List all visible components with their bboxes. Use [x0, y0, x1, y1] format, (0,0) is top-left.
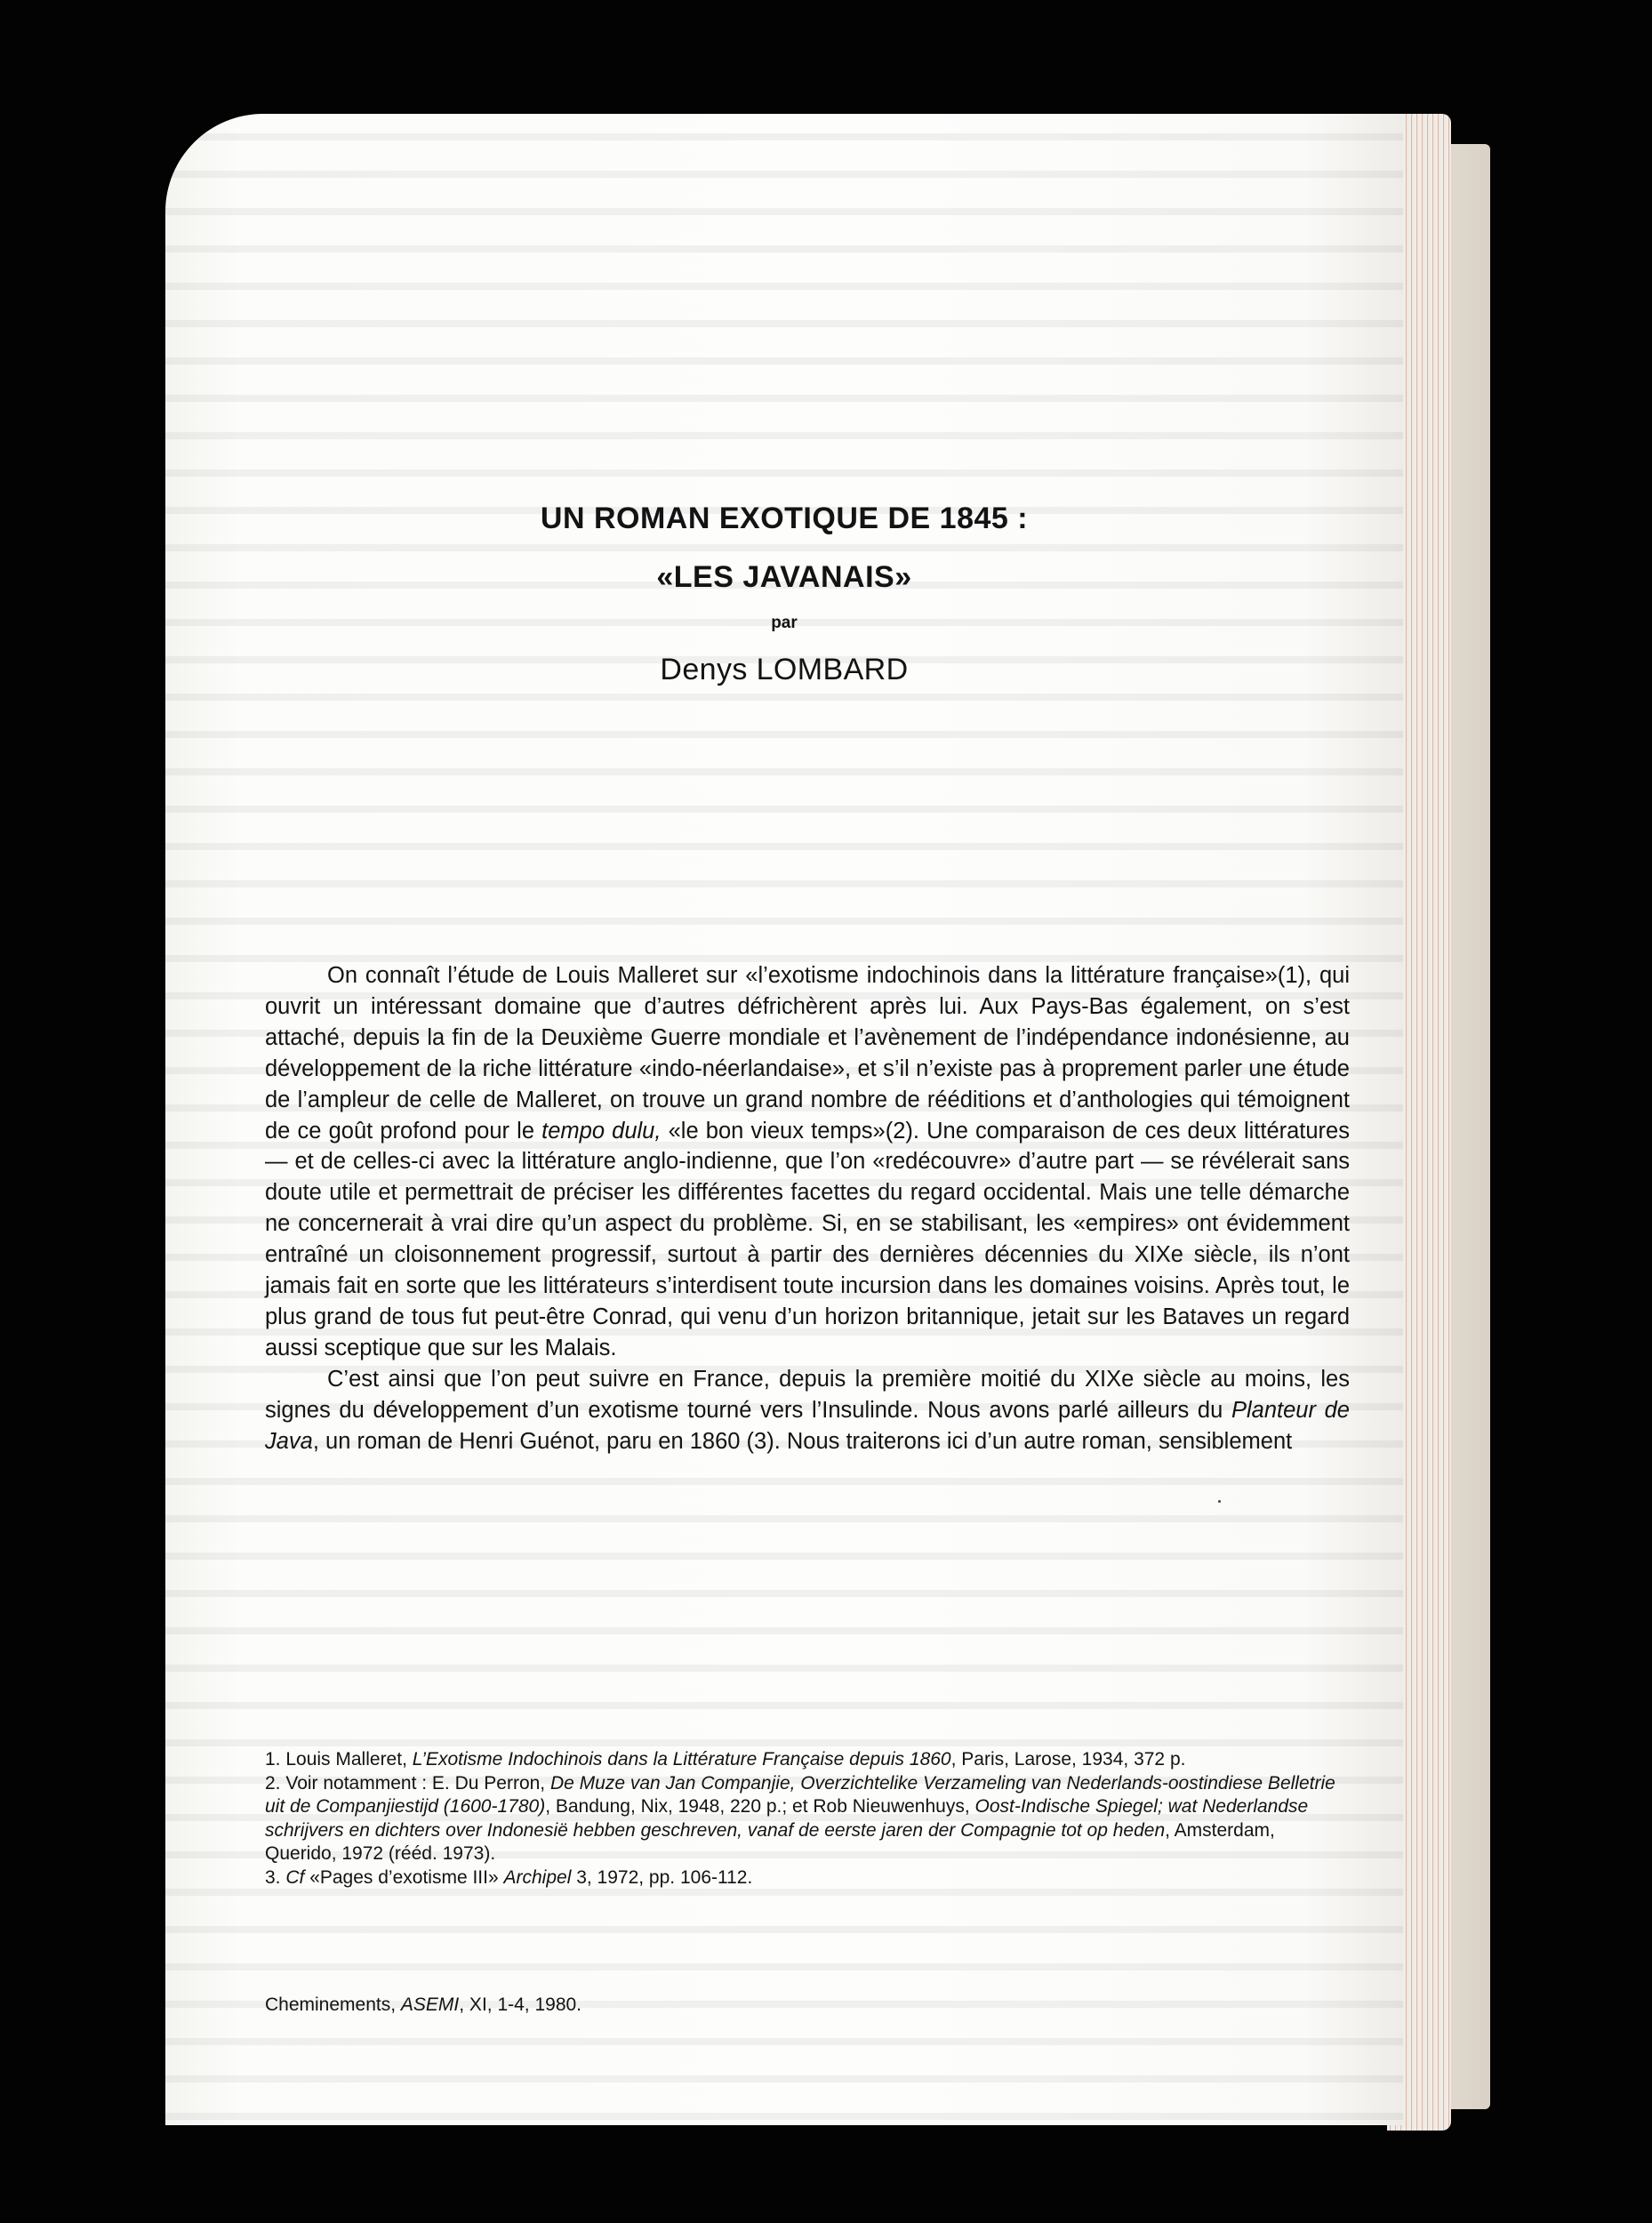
- footnote-3: [265, 1866, 1350, 1890]
- footnote-2-text-c: , Amsterdam, Querido, 1972 (rééd. 1973).: [265, 1819, 1275, 1864]
- article-body: [265, 960, 1350, 1457]
- footnote-2-text-a: 2. Voir notamment : E. Du Perron,: [265, 1772, 550, 1794]
- footer-text-b: , XI, 1-4, 1980.: [459, 1994, 582, 2015]
- footnote-2: [265, 1772, 1350, 1866]
- footnotes: [265, 1748, 1350, 1890]
- paragraph-2: [265, 1364, 1350, 1457]
- byline-par: par: [771, 614, 798, 632]
- footer-text-a: Cheminements,: [265, 1994, 401, 2015]
- paragraph-1-text-b: «le bon vieux temps»(2). Une comparaison de ces deux littératures — et de celles-ci avec la littérature anglo-indienne, que l’on «redécouvre» d’autre part — se révélerait sans doute utile et permettrait de préciser les différentes facettes du regard occidental. Mais une telle démarche ne concernerait à vrai dire qu’un aspect du problème. Si, en se stabilisant, les «empires» ont évidemment entraîné un cloisonnement progressif, surtout à partir des dernières décennies du XIXe siècle, ils n’ont jamais fait en sorte que les littérateurs s’interdisent toute incursion dans les domaines voisins. Après tout, le plus grand de tous fut peut-être Conrad, qui venu d’un horizon britannique, jetait sur les Bataves un regard aussi sceptique que sur les Malais.: [265, 1118, 1350, 1360]
- article-title-line-2: «LES JAVANAIS»: [656, 560, 912, 594]
- footnote-3-italic-cf: Cf: [285, 1866, 305, 1888]
- footer-italic-asemi: ASEMI: [400, 1994, 460, 2015]
- publication-footer: [265, 1994, 1154, 2017]
- footnote-3-text-b: «Pages d’exotisme III»: [304, 1866, 504, 1888]
- paragraph-1-italic-tempo-dulu: tempo dulu,: [541, 1118, 662, 1144]
- footnote-1: [265, 1748, 1350, 1772]
- footnote-1-text-b: , Paris, Larose, 1934, 372 p.: [950, 1749, 1186, 1770]
- footnote-1-text-a: 1. Louis Malleret,: [265, 1749, 413, 1770]
- paragraph-2-text-b: , un roman de Henri Guénot, paru en 1860 (3). Nous traiterons ici d’un autre roman, sensiblement: [312, 1428, 1293, 1454]
- paragraph-1: [265, 960, 1350, 1364]
- title-block: [165, 501, 1403, 687]
- footnote-2-italic-a: De Muze van Jan Companjie, Overzichtelike Verzameling van Nederlands-oostindiese Belletrie uit de Companjiestijd (1600-1780): [265, 1772, 1335, 1817]
- footnote-1-italic: L’Exotisme Indochinois dans la Littérature Française depuis 1860: [412, 1749, 951, 1770]
- article-title-line-1: UN ROMAN EXOTIQUE DE 1845 :: [540, 502, 1029, 535]
- author-name: Denys LOMBARD: [660, 653, 909, 686]
- footnote-3-italic-archipel: Archipel: [503, 1866, 572, 1888]
- footnote-2-italic-b: Oost-Indische Spiegel; wat Nederlandse schrijvers en dichters over Indonesië hebben geschreven, vanaf de eerste jaren der Compagnie tot op heden: [265, 1796, 1309, 1841]
- footnote-3-text-c: 3, 1972, pp. 106-112.: [571, 1866, 753, 1888]
- paragraph-2-italic-planteur: Planteur de Java: [265, 1397, 1350, 1454]
- paragraph-1-text-a: On connaît l’étude de Louis Malleret sur «l’exotisme indochinois dans la littérature française»(1), qui ouvrit un intéressant domaine que d’autres défrichèrent après lui. Aux Pays-Bas également, on s’est attaché, depuis la fin de la Deuxième Guerre mondiale et l’avènement de l’indépendance indonésienne, au développement de la riche littérature «indo-néerlandaise», et s’il n’existe pas à proprement parler une étude de l’ampleur de celle de Malleret, on trouve un grand nombre de rééditions et d’anthologies qui témoignent de ce goût profond pour le: [265, 963, 1350, 1144]
- ink-speck: [1218, 1500, 1221, 1503]
- paragraph-2-text-a: C’est ainsi que l’on peut suivre en France, depuis la première moitié du XIXe siècle au moins, les signes du développement d’un exotisme tourné vers l’Insulinde. Nous avons parlé ailleurs du: [265, 1366, 1350, 1423]
- book-page: [165, 114, 1403, 2125]
- footnote-2-text-b: , Bandung, Nix, 1948, 220 p.; et Rob Nieuwenhuys,: [545, 1796, 975, 1817]
- footnote-3-text-a: 3.: [265, 1866, 286, 1888]
